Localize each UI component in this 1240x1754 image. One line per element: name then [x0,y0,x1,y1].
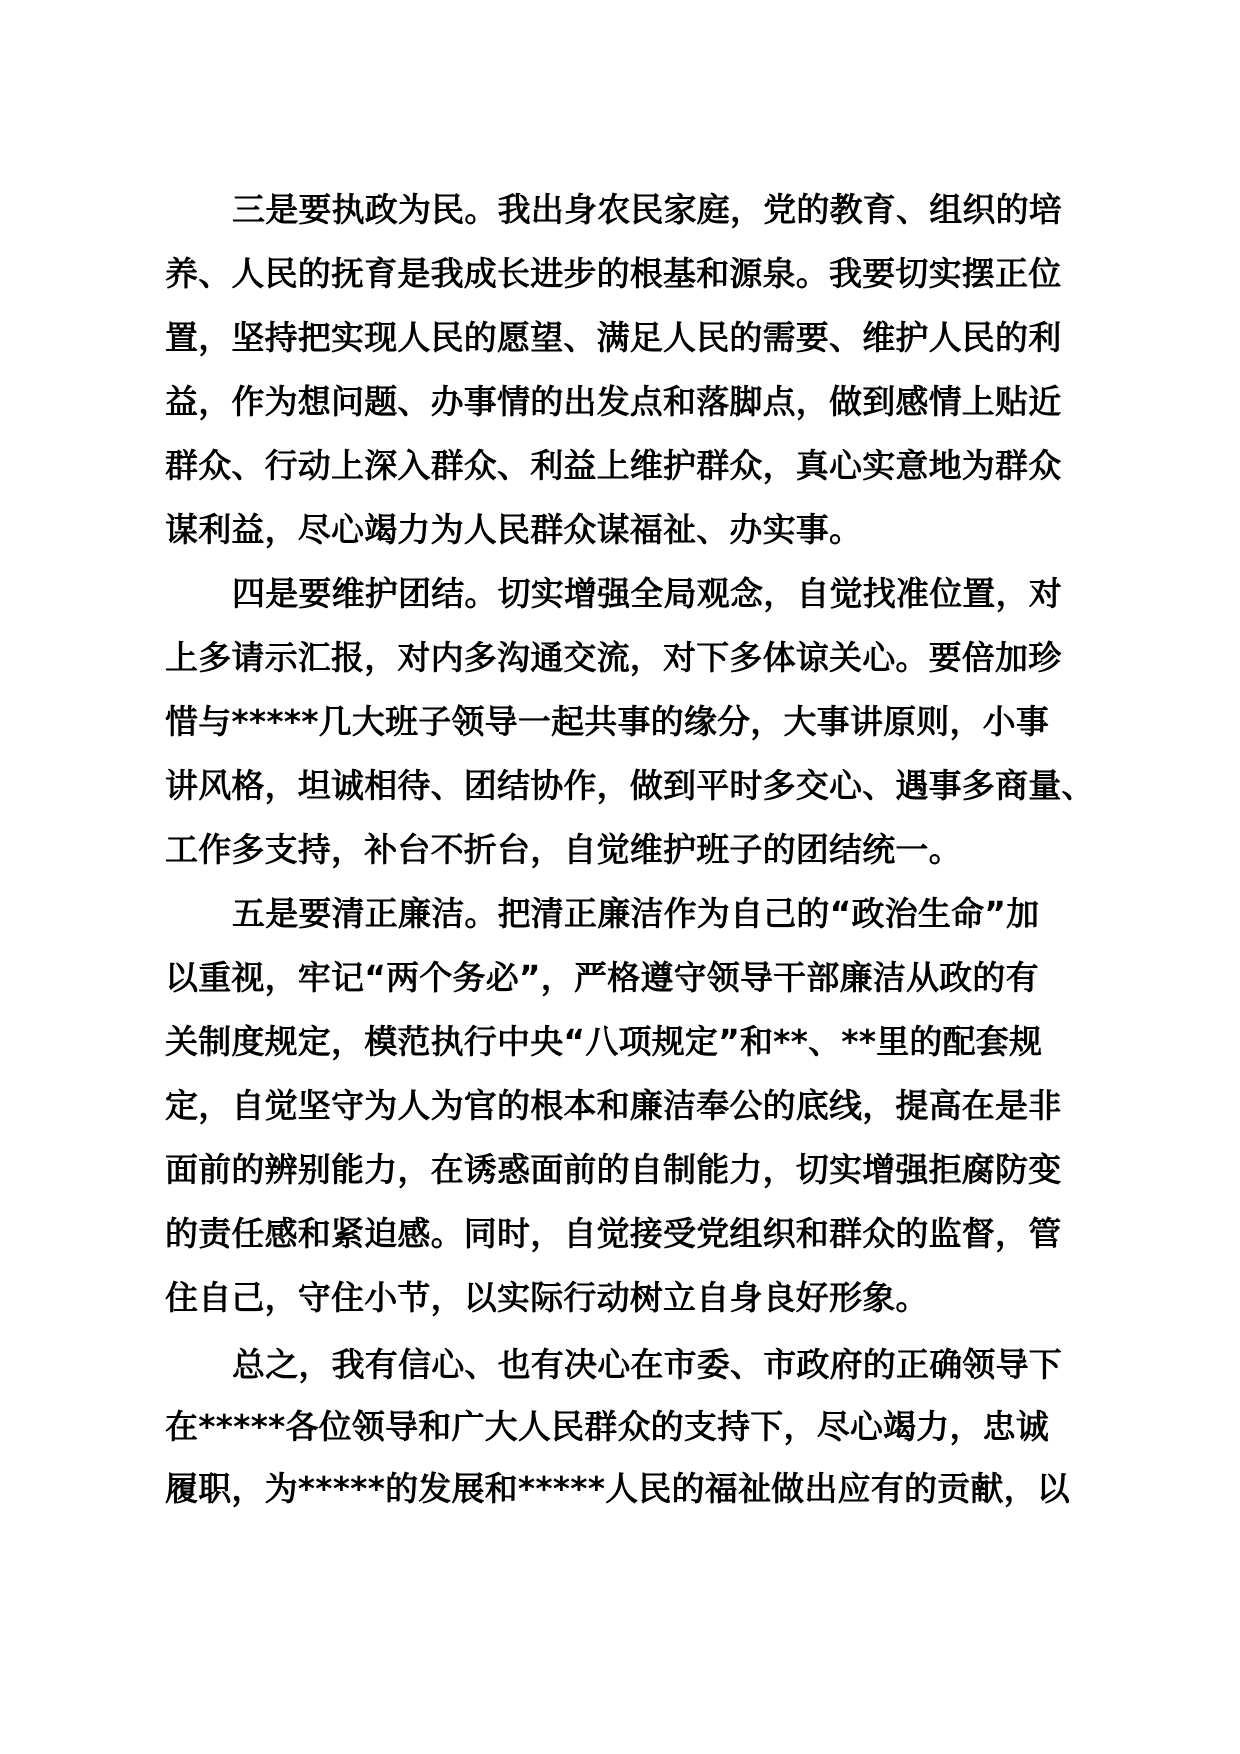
paragraph-3-line-2: 养、人民的抚育是我成长进步的根基和源泉。我要切实摆正位 [165,254,1062,293]
paragraph-3-line-1: 三是要执政为民。我出身农民家庭，党的教育、组织的培 [232,190,1062,229]
paragraph-3-line-6: 谋利益，尽心竭力为人民群众谋福祉、办实事。 [165,510,863,549]
paragraph-5-line-4: 定，自觉坚守为人为官的根本和廉洁奉公的底线，提高在是非 [165,1086,1062,1125]
paragraph-5-line-1: 五是要清正廉洁。把清正廉洁作为自己的“政治生命”加 [232,894,1040,933]
paragraph-4-line-4: 讲风格，坦诚相待、团结协作，做到平时多交心、遇事多商量、 [165,766,1095,805]
paragraph-4-line-5: 工作多支持，补台不折台，自觉维护班子的团结统一。 [165,830,962,869]
paragraph-4-line-1: 四是要维护团结。切实增强全局观念，自觉找准位置，对 [232,574,1062,613]
paragraph-5-line-5: 面前的辨别能力，在诱惑面前的自制能力，切实增强拒腐防变 [165,1150,1062,1189]
paragraph-3-line-4: 益，作为想问题、办事情的出发点和落脚点，做到感情上贴近 [165,382,1062,421]
paragraph-6-line-1: 总之，我有信心、也有决心在市委、市政府的正确领导下 [232,1345,1062,1384]
paragraph-6-line-2: 在*****各位领导和广大人民群众的支持下，尽心竭力，忠诚 [165,1407,1050,1446]
paragraph-5-line-6: 的责任感和紧迫感。同时，自觉接受党组织和群众的监督，管 [165,1214,1062,1253]
paragraph-3-line-5: 群众、行动上深入群众、利益上维护群众，真心实意地为群众 [165,446,1062,485]
paragraph-5-line-7: 住自己，守住小节，以实际行动树立自身良好形象。 [165,1278,929,1317]
paragraph-4-line-2: 上多请示汇报，对内多沟通交流，对下多体谅关心。要倍加珍 [165,638,1062,677]
paragraph-6-line-3: 履职，为*****的发展和*****人民的福祉做出应有的贡献，以 [165,1469,1070,1508]
paragraph-4-line-3: 惜与*****几大班子领导一起共事的缘分，大事讲原则，小事 [165,702,1050,741]
paragraph-5-line-3: 关制度规定，模范执行中央“八项规定”和**、**里的配套规 [165,1022,1043,1061]
paragraph-5-line-2: 以重视，牢记“两个务必”，严格遵守领导干部廉洁从政的有 [165,958,1039,997]
paragraph-3-line-3: 置，坚持把实现人民的愿望、满足人民的需要、维护人民的利 [165,318,1062,357]
